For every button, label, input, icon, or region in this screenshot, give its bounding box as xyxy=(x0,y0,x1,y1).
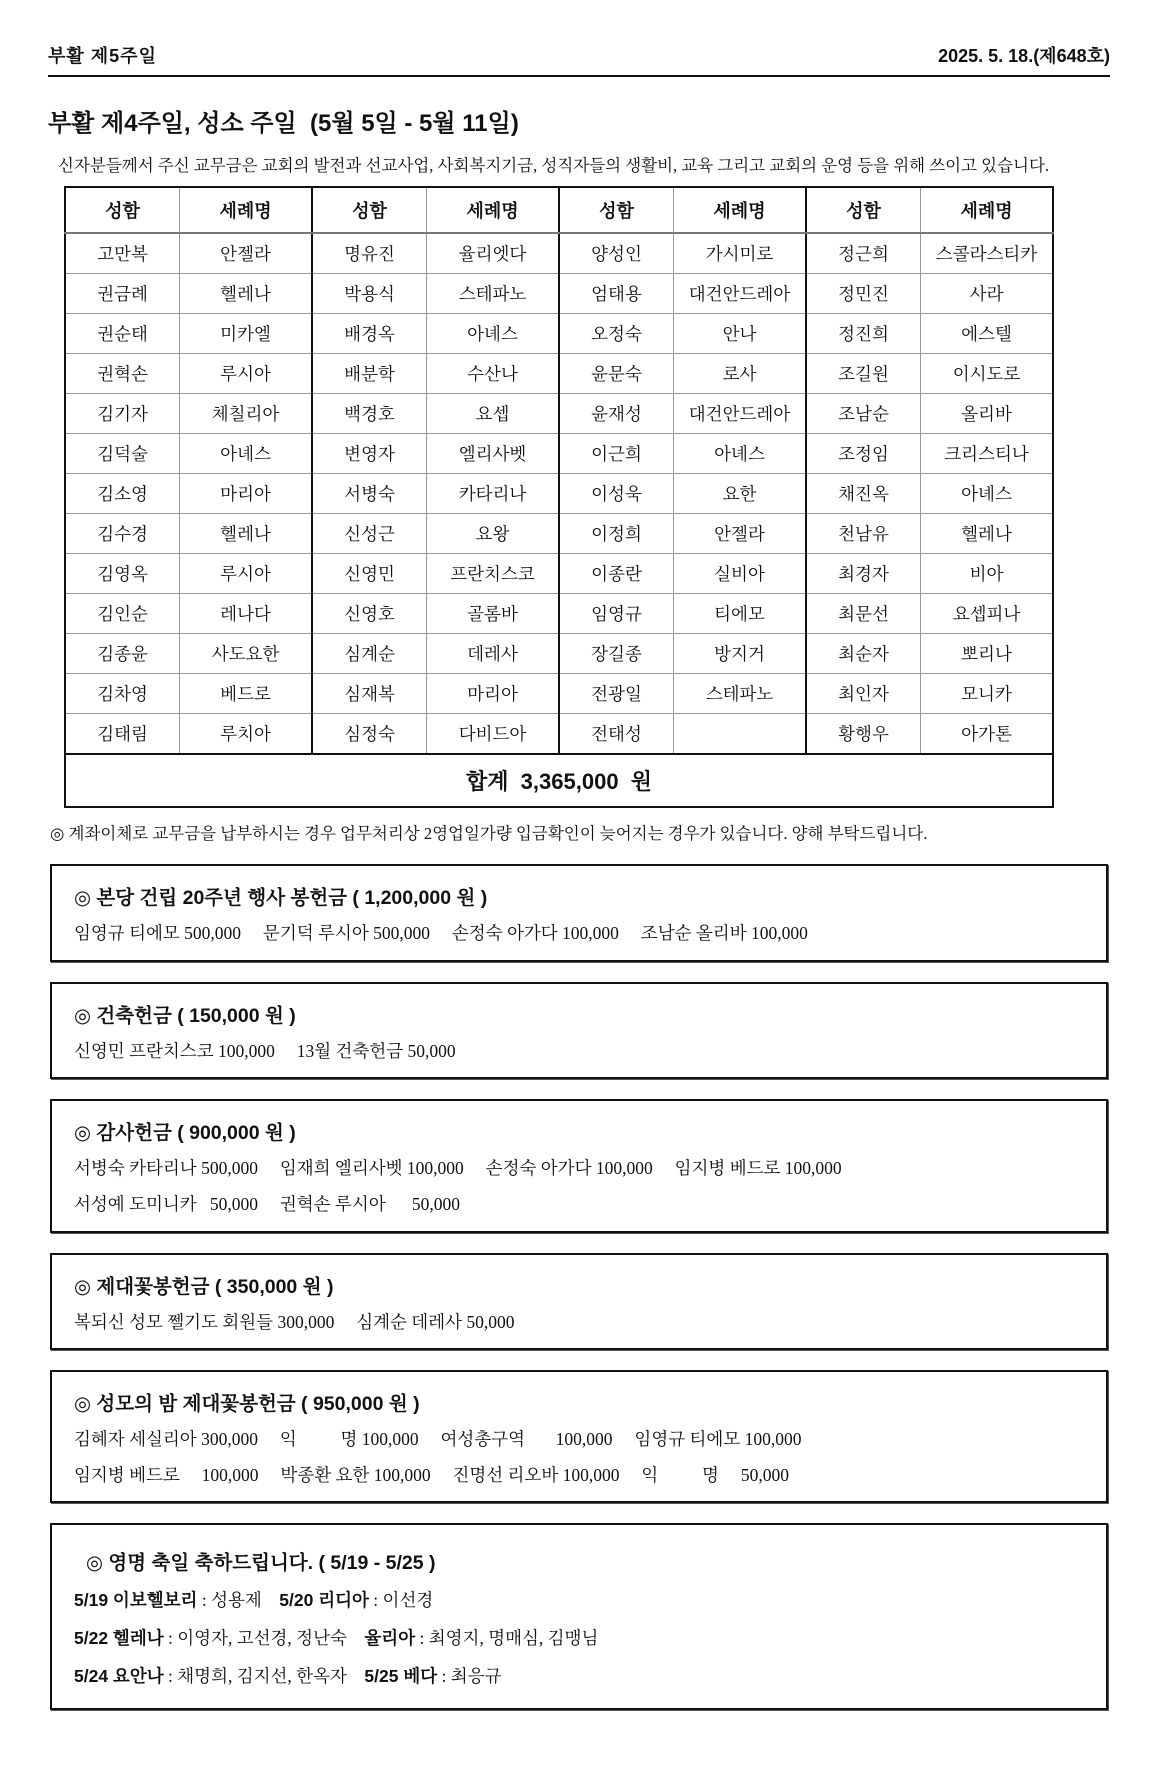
table-row xyxy=(65,474,1053,514)
intro-text: 신자분들께서 주신 교무금은 교회의 발전과 선교사업, 사회복지기금, 성직자들의 생활비, 교육 그리고 교회의 운영 등을 위해 쓰이고 있습니다. xyxy=(58,156,1050,175)
member-name-cell: 장길종 xyxy=(559,634,674,674)
baptismal-name-cell: 요왕 xyxy=(427,514,559,554)
masthead-title: 부활 제5주일 xyxy=(48,46,157,66)
feast-date-and-name: 5/25 베다 xyxy=(364,1665,438,1686)
column-header: 성함 xyxy=(559,187,674,233)
feast-date-and-name: 5/22 헬레나 xyxy=(74,1628,164,1648)
column-header: 세례명 xyxy=(427,187,559,233)
baptismal-name-cell: 헬레나 xyxy=(180,274,312,314)
donation-line: 김혜자 세실리아 300,000 익 명 100,000 여성총구역 100,000 임영규 티에모 100,000 xyxy=(74,1429,802,1450)
table-row xyxy=(65,314,1053,354)
masthead-divider xyxy=(48,75,1110,77)
baptismal-name-cell: 데레사 xyxy=(427,634,559,674)
column-header: 세례명 xyxy=(180,187,312,233)
baptismal-name-cell: 아녜스 xyxy=(921,474,1053,514)
table-row xyxy=(65,514,1053,554)
baptismal-name-cell: 루치아 xyxy=(180,714,312,755)
member-name-cell: 이정희 xyxy=(559,514,674,554)
member-name-cell: 배경옥 xyxy=(312,314,427,354)
feast-date-and-name: 율리아 xyxy=(364,1628,416,1648)
box-title: ◎ 본당 건립 20주년 행사 봉헌금 ( 1,200,000 원 ) xyxy=(74,887,488,909)
box-title: ◎ 영명 축일 축하드립니다. ( 5/19 - 5/25 ) xyxy=(86,1552,436,1575)
member-name-cell: 심계순 xyxy=(312,634,427,674)
baptismal-name-cell: 율리엣다 xyxy=(427,233,559,274)
baptismal-name-cell: 스테파노 xyxy=(674,674,806,714)
box-title: ◎ 제대꽃봉헌금 ( 350,000 원 ) xyxy=(74,1275,334,1298)
member-name-cell: 황행우 xyxy=(806,714,921,755)
member-name-cell: 고만복 xyxy=(97,244,148,264)
member-name-cell: 김태림 xyxy=(65,714,180,755)
table-row xyxy=(65,394,1053,434)
baptismal-name-cell: 루시아 xyxy=(180,354,312,394)
baptismal-name-cell: 다비드아 xyxy=(427,714,559,755)
member-name-cell: 김인순 xyxy=(65,594,180,634)
member-name-cell: 정민진 xyxy=(806,274,921,314)
member-name-cell: 이근희 xyxy=(559,434,674,474)
member-name-cell: 최문선 xyxy=(806,594,921,634)
baptismal-name-cell: 로사 xyxy=(674,354,806,394)
masthead xyxy=(48,42,1110,68)
member-name-cell: 권순태 xyxy=(65,314,180,354)
celebrant-names: : 이선경 xyxy=(368,1590,434,1611)
member-name-cell: 조정임 xyxy=(806,434,921,474)
baptismal-name-cell: 안젤라 xyxy=(674,514,806,554)
baptismal-name-cell: 가시미로 xyxy=(674,233,806,274)
baptismal-name-cell: 요셉 xyxy=(427,394,559,434)
celebrant-names: : 성용제 xyxy=(197,1590,280,1611)
box-content xyxy=(74,1157,1084,1216)
table-row xyxy=(65,594,1053,634)
baptismal-name-cell: 아녜스 xyxy=(427,314,559,354)
member-name-cell: 김덕술 xyxy=(65,434,180,474)
baptismal-name-cell: 실비아 xyxy=(674,554,806,594)
column-header: 성함 xyxy=(65,187,180,233)
member-name-cell: 정진희 xyxy=(806,314,921,354)
member-name-cell: 심정숙 xyxy=(312,714,427,755)
celebrant-names: : 최영지, 명매심, 김맹님 xyxy=(415,1628,599,1648)
table-row xyxy=(65,274,1053,314)
baptismal-name-cell: 카타리나 xyxy=(427,474,559,514)
member-name-cell: 권혁손 xyxy=(65,354,180,394)
donation-line: 서성예 도미니카 50,000 권혁손 루시아 50,000 xyxy=(74,1193,461,1214)
total-row xyxy=(65,754,1053,807)
table-row xyxy=(65,634,1053,674)
donation-line: 임영규 티에모 500,000 문기덕 루시아 500,000 손정숙 아가다 100,000 조남순 올리바 100,000 xyxy=(74,923,808,943)
column-header: 성함 xyxy=(806,187,921,233)
baptismal-name-cell: 방지거 xyxy=(674,634,806,674)
table-row xyxy=(65,233,1053,274)
baptismal-name-cell: 마리아 xyxy=(180,474,312,514)
member-name-cell: 김기자 xyxy=(65,394,180,434)
baptismal-name-cell: 스콜라스티카 xyxy=(921,233,1053,274)
masthead-issue-date: 2025. 5. 18.(제648호) xyxy=(938,46,1110,66)
donation-line: 복되신 성모 쩰기도 회원들 300,000 심계순 데레사 50,000 xyxy=(74,1311,515,1332)
donation-box-altar-flowers xyxy=(50,1253,1108,1351)
table-row xyxy=(65,714,1053,755)
baptismal-name-cell: 사라 xyxy=(921,274,1053,314)
baptismal-name-cell: 대건안드레아 xyxy=(674,394,806,434)
box-content xyxy=(74,922,1084,946)
member-name-cell: 심재복 xyxy=(312,674,427,714)
baptismal-name-cell: 이시도로 xyxy=(921,354,1053,394)
feast-date-and-name: 5/24 요안나 xyxy=(74,1665,164,1686)
baptismal-name-cell: 올리바 xyxy=(921,394,1053,434)
box-content xyxy=(74,1311,1084,1335)
donation-box-marian-night-flowers xyxy=(50,1370,1108,1503)
member-name-cell: 김수경 xyxy=(65,514,180,554)
member-name-cell: 김종윤 xyxy=(65,634,180,674)
offering-table xyxy=(64,186,1054,808)
member-name-cell: 양성인 xyxy=(559,233,674,274)
baptismal-name-cell: 사도요한 xyxy=(180,634,312,674)
feast-line xyxy=(74,1665,1084,1689)
member-name-cell: 조길원 xyxy=(806,354,921,394)
table-row xyxy=(65,674,1053,714)
donation-box-thanksgiving xyxy=(50,1099,1108,1232)
baptismal-name-cell: 티에모 xyxy=(674,594,806,634)
member-name-cell: 신영민 xyxy=(312,554,427,594)
member-name-cell: 박용식 xyxy=(312,274,427,314)
member-name-cell: 임영규 xyxy=(559,594,674,634)
member-name-cell: 변영자 xyxy=(312,434,427,474)
celebrant-names: : 채명희, 김지선, 한옥자 xyxy=(163,1665,365,1686)
member-name-cell: 백경호 xyxy=(312,394,427,434)
member-name-cell: 최경자 xyxy=(806,554,921,594)
offering-total: 합계 3,365,000 원 xyxy=(65,754,1053,807)
feast-days-box xyxy=(50,1523,1108,1710)
member-name-cell: 이성욱 xyxy=(559,474,674,514)
member-name-cell: 윤재성 xyxy=(559,394,674,434)
member-name-cell: 이종란 xyxy=(559,554,674,594)
baptismal-name-cell: 요셉피나 xyxy=(921,594,1053,634)
member-name-cell: 조남순 xyxy=(806,394,921,434)
member-name-cell: 김소영 xyxy=(65,474,180,514)
baptismal-name-cell: 헬레나 xyxy=(921,514,1053,554)
transfer-note: ◎ 계좌이체로 교무금을 납부하시는 경우 업무처리상 2영업일가량 입금확인이 늦어지는 경우가 있습니다. 양해 부탁드립니다. xyxy=(50,824,928,843)
member-name-cell: 명유진 xyxy=(312,233,427,274)
table-row xyxy=(65,434,1053,474)
baptismal-name-cell: 체칠리아 xyxy=(180,394,312,434)
box-content xyxy=(74,1040,1084,1064)
header-row xyxy=(65,187,1053,233)
donation-line: 신영민 프란치스코 100,000 13월 건축헌금 50,000 xyxy=(74,1040,456,1061)
baptismal-name-cell: 에스텔 xyxy=(921,314,1053,354)
baptismal-name-cell: 프란치스코 xyxy=(427,554,559,594)
baptismal-name-cell: 비아 xyxy=(921,554,1053,594)
baptismal-name-cell: 대건안드레아 xyxy=(674,274,806,314)
member-name-cell: 엄태용 xyxy=(559,274,674,314)
member-name-cell: 최인자 xyxy=(806,674,921,714)
baptismal-name-cell: 스테파노 xyxy=(427,274,559,314)
baptismal-name-cell: 뽀리나 xyxy=(921,634,1053,674)
baptismal-name-cell: 크리스티나 xyxy=(921,434,1053,474)
baptismal-name-cell: 미카엘 xyxy=(180,314,312,354)
member-name-cell: 천남유 xyxy=(806,514,921,554)
box-title: ◎ 성모의 밤 제대꽃봉헌금 ( 950,000 원 ) xyxy=(74,1393,420,1416)
member-name-cell: 신성근 xyxy=(312,514,427,554)
member-name-cell: 권금례 xyxy=(65,274,180,314)
feast-date-and-name: 5/19 이보헬보리 xyxy=(74,1590,198,1611)
baptismal-name-cell: 헬레나 xyxy=(180,514,312,554)
baptismal-name-cell: 아녜스 xyxy=(674,434,806,474)
donation-line: 서병숙 카타리나 500,000 임재희 엘리사벳 100,000 손정숙 아가다 100,000 임지병 베드로 100,000 xyxy=(74,1158,842,1179)
column-header: 세례명 xyxy=(921,187,1053,233)
member-name-cell: 김영옥 xyxy=(65,554,180,594)
member-name-cell: 채진옥 xyxy=(806,474,921,514)
baptismal-name-cell: 골롬바 xyxy=(427,594,559,634)
feast-lines xyxy=(74,1589,1084,1688)
box-title: ◎ 감사헌금 ( 900,000 원 ) xyxy=(74,1122,296,1145)
page-title: 부활 제4주일, 성소 주일 (5월 5일 - 5월 11일) xyxy=(48,110,519,137)
member-name-cell: 신영호 xyxy=(312,594,427,634)
feast-line xyxy=(74,1589,1084,1613)
member-name-cell: 김차영 xyxy=(65,674,180,714)
celebrant-names: : 이영자, 고선경, 정난숙 xyxy=(163,1628,365,1648)
offering-table-header xyxy=(65,187,1053,233)
baptismal-name-cell xyxy=(674,714,806,755)
donation-box-construction xyxy=(50,982,1108,1080)
member-name-cell: 전광일 xyxy=(559,674,674,714)
baptismal-name-cell: 레나다 xyxy=(180,594,312,634)
member-name-cell: 배분학 xyxy=(312,354,427,394)
baptismal-name-cell: 엘리사벳 xyxy=(427,434,559,474)
table-row xyxy=(65,354,1053,394)
baptismal-name-cell: 모니카 xyxy=(921,674,1053,714)
column-header: 성함 xyxy=(312,187,427,233)
baptismal-name-cell: 루시아 xyxy=(180,554,312,594)
box-content xyxy=(74,1428,1084,1487)
column-header: 세례명 xyxy=(674,187,806,233)
baptismal-name-cell: 안나 xyxy=(674,314,806,354)
box-title: ◎ 건축헌금 ( 150,000 원 ) xyxy=(74,1004,296,1027)
member-name-cell: 전태성 xyxy=(559,714,674,755)
baptismal-name-cell: 요한 xyxy=(674,474,806,514)
celebrant-names: : 최응규 xyxy=(437,1665,502,1686)
baptismal-name-cell: 아가톤 xyxy=(921,714,1053,755)
baptismal-name-cell: 아녜스 xyxy=(180,434,312,474)
donation-line: 임지병 베드로 100,000 박종환 요한 100,000 진명선 리오바 100,000 익 명 50,000 xyxy=(74,1464,789,1485)
baptismal-name-cell: 베드로 xyxy=(180,674,312,714)
table-row xyxy=(65,554,1053,594)
feast-line xyxy=(74,1627,1084,1651)
member-name-cell: 최순자 xyxy=(806,634,921,674)
member-name-cell: 오정숙 xyxy=(559,314,674,354)
baptismal-name-cell: 안젤라 xyxy=(180,233,312,274)
feast-date-and-name: 5/20 리디아 xyxy=(279,1590,369,1611)
baptismal-name-cell: 마리아 xyxy=(427,674,559,714)
baptismal-name-cell: 수산나 xyxy=(427,354,559,394)
member-name-cell: 정근희 xyxy=(806,233,921,274)
member-name-cell: 윤문숙 xyxy=(559,354,674,394)
member-name-cell: 서병숙 xyxy=(312,474,427,514)
donation-box-anniversary xyxy=(50,864,1108,962)
